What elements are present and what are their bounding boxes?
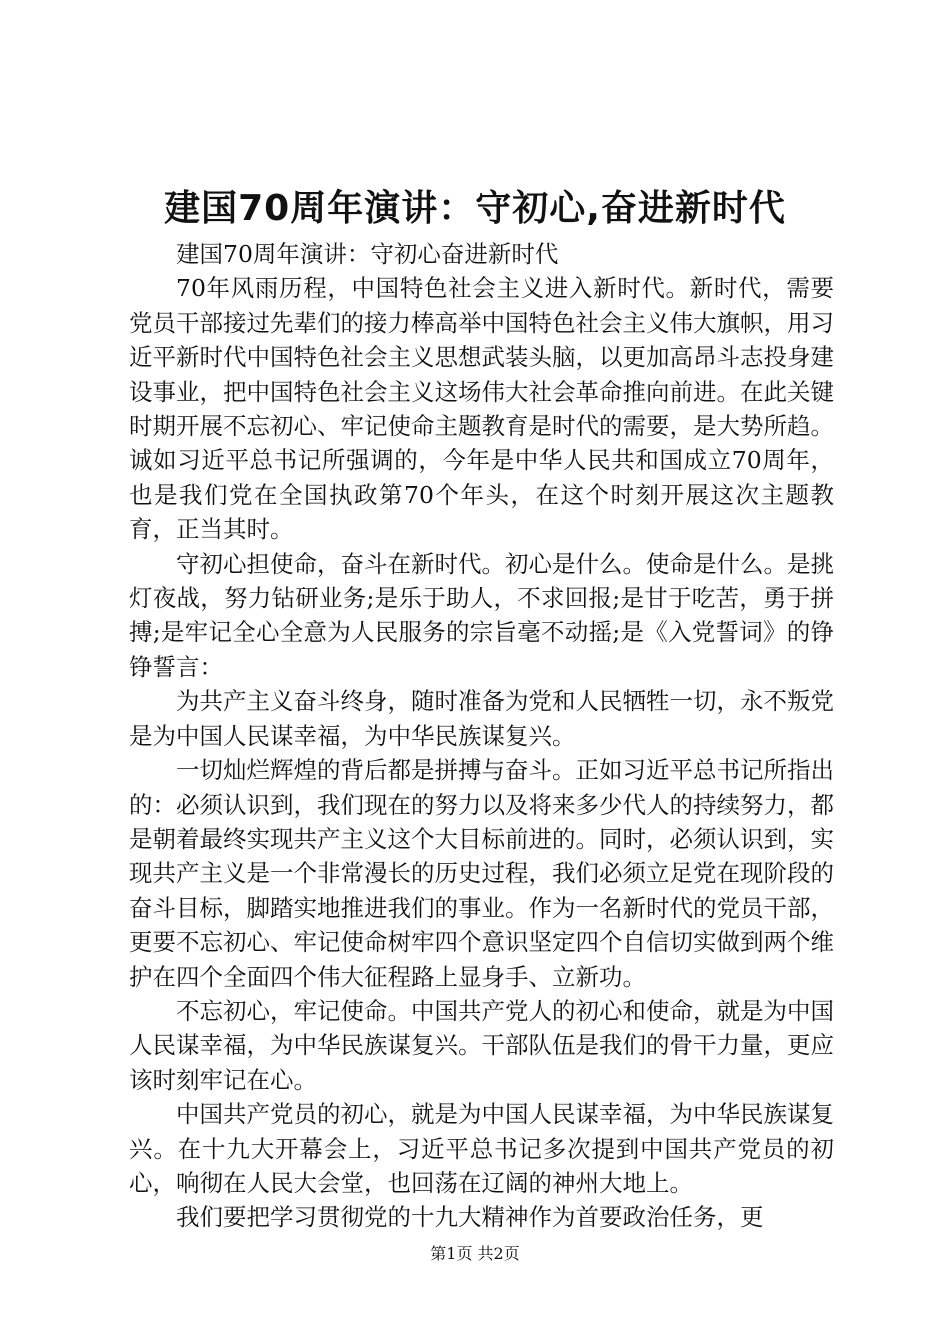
paragraph-subtitle: 建国70周年演讲：守初心奋进新时代 bbox=[176, 240, 559, 268]
paragraph: 守初心担使命，奋斗在新时代。初心是什么。使命是什么。是挑灯夜战，努力钻研业务;是乐于助人，不求回报;是甘于吃苦，勇于拼搏;是牢记全心全意为人民服务的宗旨毫不动摇;是《入党誓词》的铮铮誓言： bbox=[129, 549, 834, 681]
paragraph: 不忘初心，牢记使命。中国共产党人的初心和使命，就是为中国人民谋幸福，为中华民族谋复兴。干部队伍是我们的骨干力量，更应该时刻牢记在心。 bbox=[129, 996, 834, 1094]
paragraph: 为共产主义奋斗终身，随时准备为党和人民牺牲一切，永不叛党是为中国人民谋幸福，为中华民族谋复兴。 bbox=[129, 687, 834, 750]
page-footer: 第1页 共2页 bbox=[430, 1244, 520, 1263]
document-body bbox=[129, 237, 834, 1235]
paragraph: 我们要把学习贯彻党的十九大精神作为首要政治任务，更 bbox=[176, 1203, 764, 1232]
paragraph: 70年风雨历程，中国特色社会主义进入新时代。新时代，需要党员干部接过先辈们的接力棒高举中国特色社会主义伟大旗帜，用习近平新时代中国特色社会主义思想武装头脑，以更加高昂斗志投身建设事业，把中国特色社会主义这场伟大社会革命推向前进。在此关键时期开展不忘初心、牢记使命主题教育是时代的需要，是大势所趋。诚如习近平总书记所强调的，今年是中华人民共和国成立70周年，也是我们党在全国执政第70个年头，在这个时刻开展这次主题教育，正当其时。 bbox=[129, 274, 834, 544]
paragraph: 一切灿烂辉煌的背后都是拼搏与奋斗。正如习近平总书记所指出的：必须认识到，我们现在的努力以及将来多少代人的持续努力，都是朝着最终实现共产主义这个大目标前进的。同时，必须认识到，实现共产主义是一个非常漫长的历史过程，我们必须立足党在现阶段的奋斗目标，脚踏实地推进我们的事业。作为一名新时代的党员干部，更要不忘初心、牢记使命树牢四个意识坚定四个自信切实做到两个维护在四个全面四个伟大征程路上显身手、立新功。 bbox=[129, 756, 834, 991]
paragraph: 中国共产党员的初心，就是为中国人民谋幸福，为中华民族谋复兴。在十九大开幕会上，习近平总书记多次提到中国共产党员的初心，响彻在人民大会堂，也回荡在辽阔的神州大地上。 bbox=[129, 1100, 834, 1197]
document-title: 建国70周年演讲：守初心,奋进新时代 bbox=[164, 188, 786, 229]
